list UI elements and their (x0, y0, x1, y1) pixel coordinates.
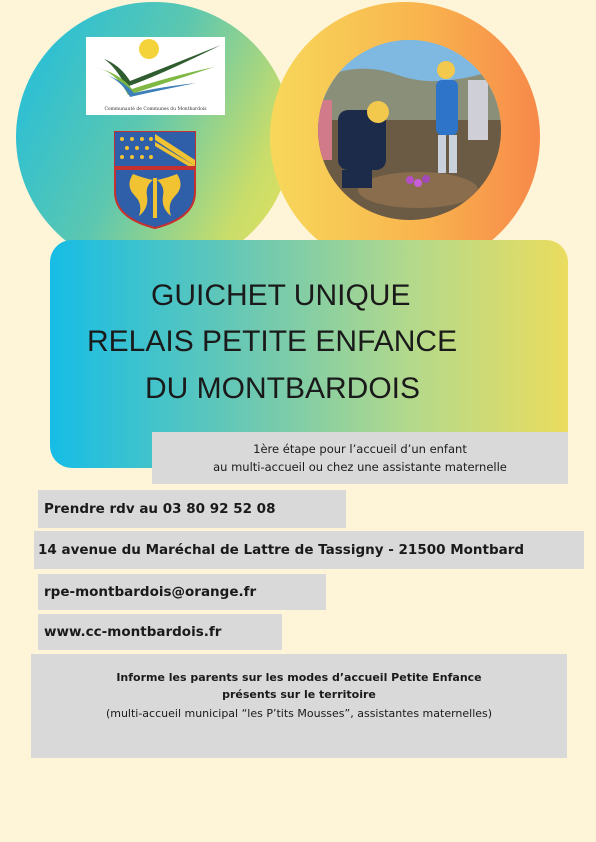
children-gardening-photo (318, 40, 501, 220)
title-line-2: RELAIS PETITE ENFANCE (87, 325, 458, 358)
logo-swoosh-icon (86, 37, 225, 101)
community-logo (86, 37, 225, 115)
title-line-1: GUICHET UNIQUE (151, 279, 411, 312)
email-link[interactable]: rpe-montbardois@orange.fr (38, 574, 326, 610)
subtitle-line-2: au multi-accueil ou chez une assistante maternelle (213, 460, 507, 474)
info-line-3: (multi-accueil municipal “les P’tits Mousses”, assistantes maternelles) (105, 707, 493, 720)
title-line-3: DU MONTBARDOIS (145, 372, 421, 405)
subtitle-box (152, 432, 568, 484)
website-link[interactable]: www.cc-montbardois.fr (38, 614, 282, 650)
info-line-1: Informe les parents sur les modes d’accueil Petite Enfance (116, 671, 482, 684)
logo-caption: Communauté de Communes du Montbardois (104, 107, 207, 112)
info-box (31, 654, 567, 758)
subtitle-line-1: 1ère étape pour l’accueil d’un enfant (253, 442, 467, 456)
info-line-2: présents sur le territoire (222, 688, 376, 701)
address: 14 avenue du Maréchal de Lattre de Tassigny - 21500 Montbard (34, 531, 584, 569)
appointment-phone[interactable]: Prendre rdv au 03 80 92 52 08 (38, 490, 346, 528)
coat-of-arms-icon (113, 130, 197, 230)
